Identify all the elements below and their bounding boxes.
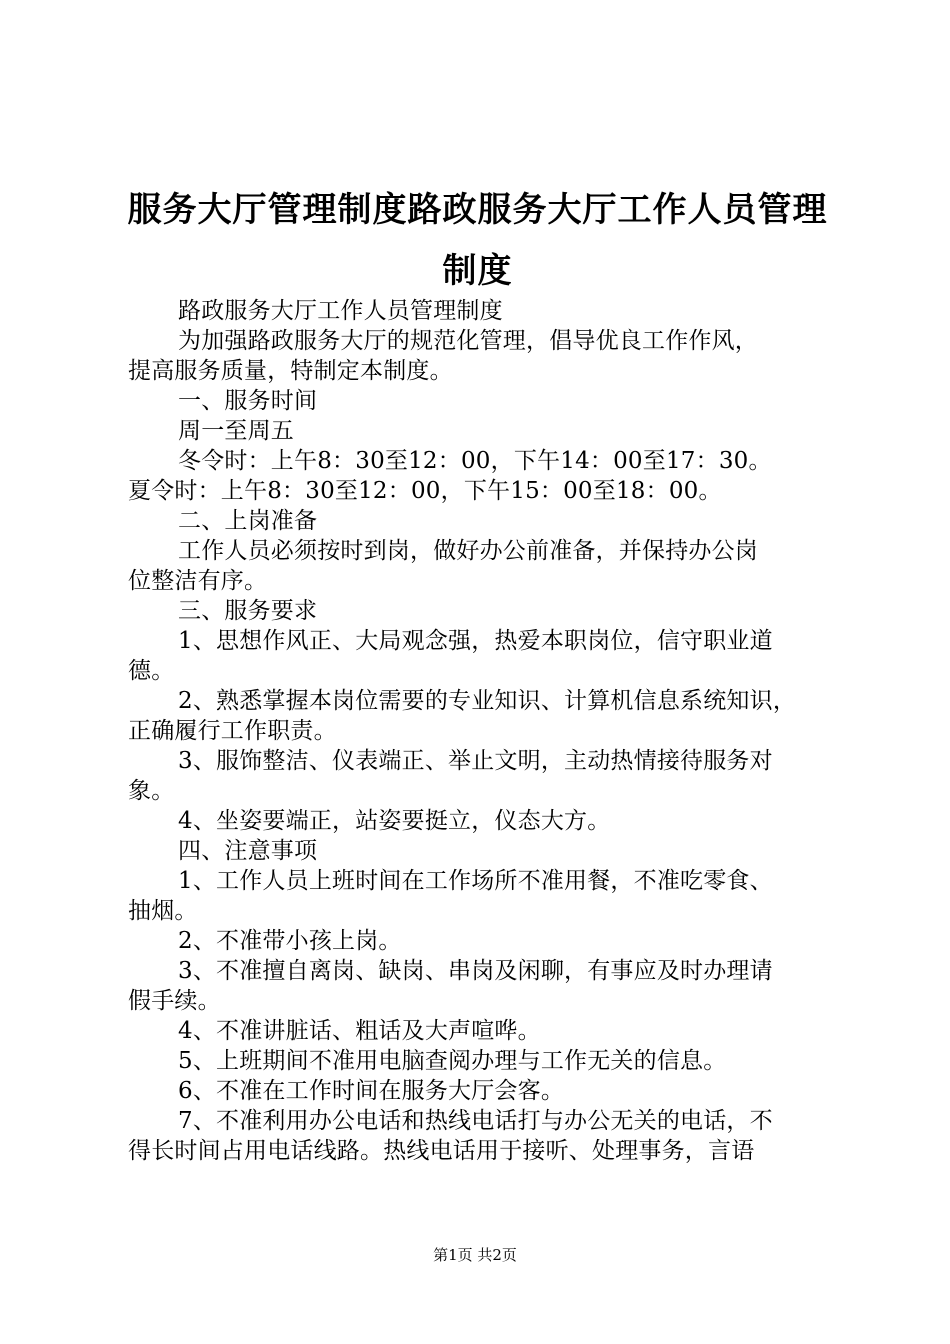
body-line: 7、不准利用办公电话和热线电话打与办公无关的电话，不 bbox=[178, 1108, 773, 1134]
body-line: 3、不准擅自离岗、缺岗、串岗及闲聊，有事应及时办理请 bbox=[178, 958, 773, 984]
body-line: 抽烟。 bbox=[128, 898, 198, 924]
page-footer: 第1页 共2页 bbox=[433, 1246, 517, 1264]
body-line: 1、思想作风正、大局观念强，热爱本职岗位，信守职业道 bbox=[178, 628, 773, 654]
body-line: 路政服务大厅工作人员管理制度 bbox=[178, 298, 503, 324]
body-line: 冬令时：上午8：30至12：00，下午14：00至17：30。 bbox=[178, 448, 772, 474]
body-line: 为加强路政服务大厅的规范化管理，倡导优良工作作风， bbox=[178, 328, 758, 354]
body-line: 2、不准带小孩上岗。 bbox=[178, 928, 402, 954]
body-line: 假手续。 bbox=[128, 988, 221, 1014]
body-line: 德。 bbox=[128, 658, 175, 684]
document-title-line-2: 制度 bbox=[442, 251, 513, 291]
body-line: 三、服务要求 bbox=[178, 598, 318, 624]
body-line: 4、坐姿要端正，站姿要挺立，仪态大方。 bbox=[178, 808, 611, 834]
body-line: 位整洁有序。 bbox=[128, 568, 268, 594]
document-title-line-1: 服务大厅管理制度路政服务大厅工作人员管理 bbox=[127, 190, 828, 230]
body-line: 得长时间占用电话线路。热线电话用于接听、处理事务，言语 bbox=[128, 1138, 755, 1164]
body-line: 6、不准在工作时间在服务大厅会客。 bbox=[178, 1078, 565, 1104]
document-body bbox=[128, 296, 834, 1166]
body-line: 正确履行工作职责。 bbox=[128, 718, 337, 744]
body-line: 工作人员必须按时到岗，做好办公前准备，并保持办公岗 bbox=[178, 538, 758, 564]
body-line: 象。 bbox=[128, 778, 175, 804]
body-line: 5、上班期间不准用电脑查阅办理与工作无关的信息。 bbox=[178, 1048, 727, 1074]
body-line: 周一至周五 bbox=[178, 418, 294, 444]
body-line: 四、注意事项 bbox=[178, 838, 318, 864]
body-line: 3、服饰整洁、仪表端正、举止文明，主动热情接待服务对 bbox=[178, 748, 773, 774]
body-line: 夏令时：上午8：30至12：00，下午15：00至18：00。 bbox=[128, 478, 722, 504]
body-line: 2、熟悉掌握本岗位需要的专业知识、计算机信息系统知识， bbox=[178, 688, 797, 714]
body-line: 一、服务时间 bbox=[178, 388, 318, 414]
body-line: 4、不准讲脏话、粗话及大声喧哗。 bbox=[178, 1018, 541, 1044]
body-line: 1、工作人员上班时间在工作场所不准用餐，不准吃零食、 bbox=[178, 868, 773, 894]
body-line: 二、上岗准备 bbox=[178, 508, 318, 534]
body-line: 提高服务质量，特制定本制度。 bbox=[128, 358, 453, 384]
